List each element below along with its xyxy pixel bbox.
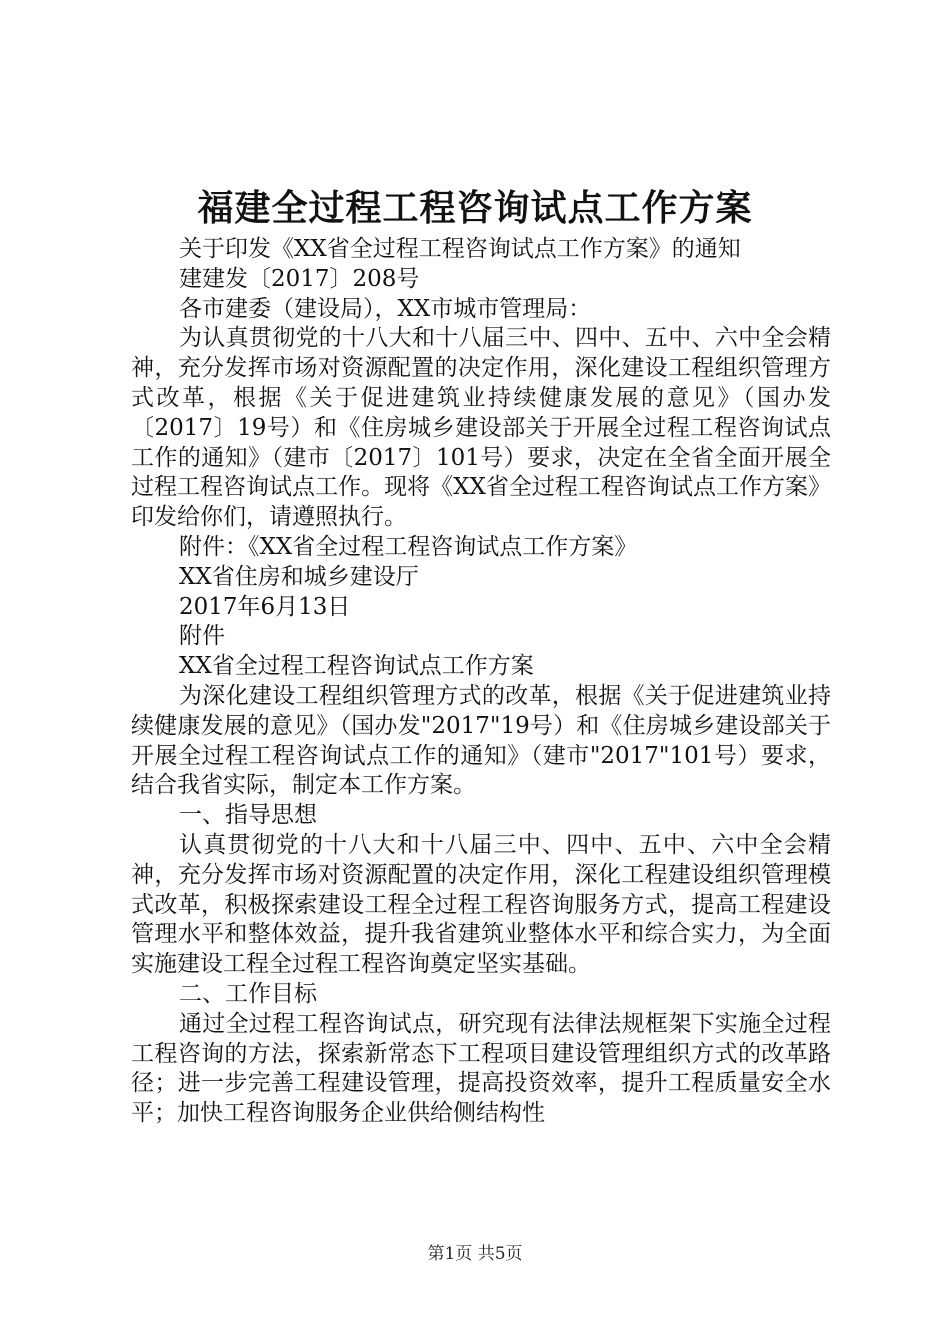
- section-2-paragraph: 通过全过程工程咨询试点，研究现有法律法规框架下实施全过程工程咨询的方法，探索新常态下工程项目建设管理组织方式的改革路径；进一步完善工程建设管理，提高投资效率，提升工程质量安全水平；加快工程咨询服务企业供给侧结构性: [131, 1010, 831, 1127]
- document-title: 福建全过程工程咨询试点工作方案: [197, 187, 753, 229]
- document-number: 建建发〔2017〕208号: [179, 265, 420, 292]
- addressee: 各市建委（建设局），XX市城市管理局：: [179, 295, 592, 322]
- document-body: [131, 235, 831, 1129]
- issue-date: 2017年6月13日: [179, 593, 351, 620]
- notice-paragraph: 为认真贯彻党的十八大和十八届三中、四中、五中、六中全会精神，充分发挥市场对资源配置的决定作用，深化建设工程组织管理方式改革，根据《关于促进建筑业持续健康发展的意见》（国办发〔2017〕19号）和《住房城乡建设部关于开展全过程工程咨询试点工作的通知》（建市〔2017〕101号）要求，决定在全省全面开展全过程工程咨询试点工作。现将《XX省全过程工程咨询试点工作方案》印发给你们，请遵照执行。: [131, 325, 831, 531]
- notice-heading: 关于印发《XX省全过程工程咨询试点工作方案》的通知: [179, 236, 741, 262]
- attachment-label: 附件: [179, 623, 225, 650]
- section-1-paragraph: 认真贯彻党的十八大和十八届三中、四中、五中、六中全会精神，充分发挥市场对资源配置的决定作用，深化工程建设组织管理模式改革，积极探索建设工程全过程工程咨询服务方式，提高工程建设管理水平和整体效益，提升我省建筑业整体水平和综合实力，为全面实施建设工程全过程工程咨询奠定坚实基础。: [131, 831, 831, 978]
- attachment-line: 附件：《XX省全过程工程咨询试点工作方案》: [179, 533, 638, 560]
- issuer: XX省住房和城乡建设厅: [179, 563, 419, 590]
- section-heading-1: 一、指导思想: [179, 802, 317, 829]
- section-heading-2: 二、工作目标: [179, 980, 317, 1007]
- page-footer: 第1页 共5页: [427, 1244, 523, 1264]
- plan-title: XX省全过程工程咨询试点工作方案: [179, 653, 534, 680]
- plan-intro-paragraph: 为深化建设工程组织管理方式的改革，根据《关于促进建筑业持续健康发展的意见》（国办发"2017"19号）和《住房城乡建设部关于开展全过程工程咨询试点工作的通知》（建市"2017"101号）要求，结合我省实际，制定本工作方案。: [131, 682, 831, 799]
